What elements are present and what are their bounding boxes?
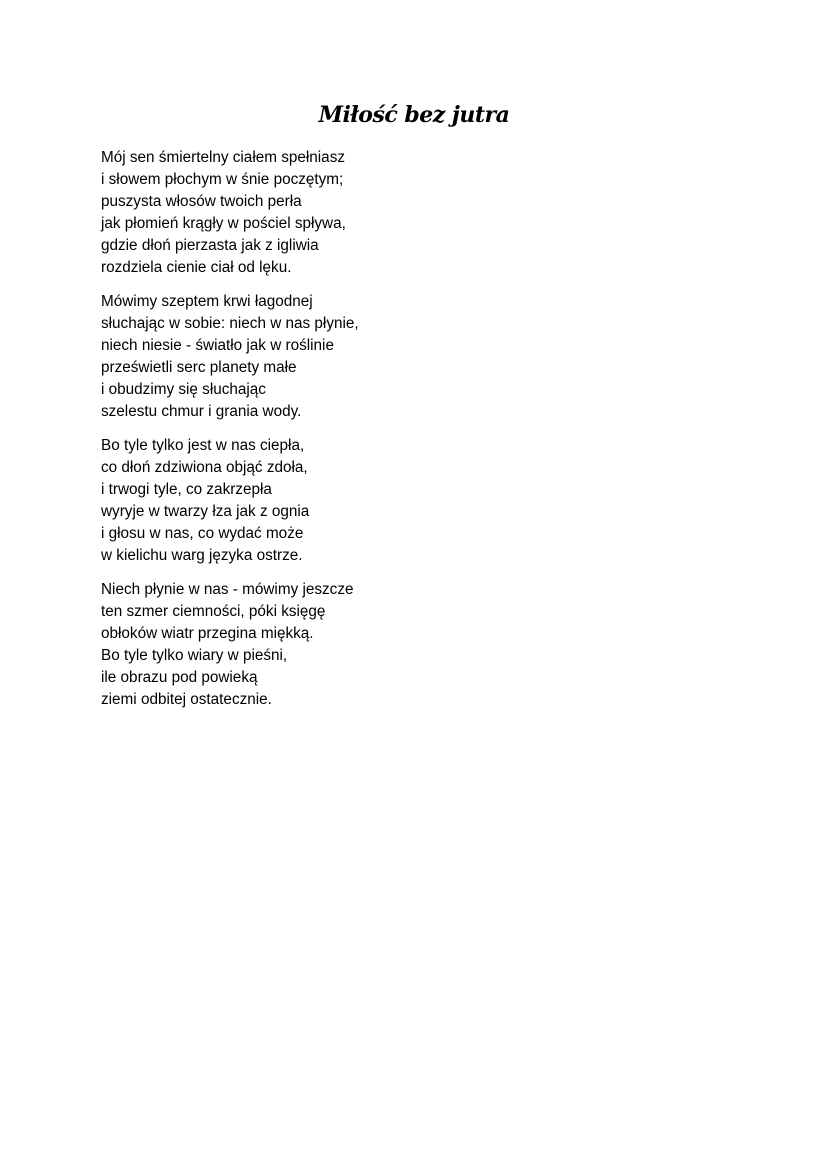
- stanza-2: [101, 291, 701, 423]
- poem-line: jak płomień krągły w pościel spływa,: [101, 215, 346, 232]
- poem-line: ziemi odbitej ostatecznie.: [101, 691, 272, 708]
- poem-line: i trwogi tyle, co zakrzepła: [101, 481, 272, 498]
- poem-line: Bo tyle tylko jest w nas ciepła,: [101, 437, 305, 454]
- poem-line: szelestu chmur i grania wody.: [101, 403, 302, 420]
- poem-line: Mój sen śmiertelny ciałem spełniasz: [101, 149, 345, 166]
- stanza-1: [101, 147, 701, 279]
- poem-line: Niech płynie w nas - mówimy jeszcze: [101, 581, 354, 598]
- poem-line: niech niesie - światło jak w roślinie: [101, 337, 334, 354]
- poem-line: i głosu w nas, co wydać może: [101, 525, 304, 542]
- poem-line: ile obrazu pod powieką: [101, 669, 258, 686]
- poem-line: rozdziela cienie ciał od lęku.: [101, 259, 292, 276]
- poem-line: i słowem płochym w śnie poczętym;: [101, 171, 344, 188]
- poem-line: co dłoń zdziwiona objąć zdoła,: [101, 459, 308, 476]
- stanza-4: [101, 579, 701, 711]
- poem-title: Miłość bez jutra: [318, 102, 510, 128]
- poem-line: słuchając w sobie: niech w nas płynie,: [101, 315, 359, 332]
- poem-line: w kielichu warg języka ostrze.: [101, 547, 303, 564]
- poem-line: gdzie dłoń pierzasta jak z igliwia: [101, 237, 319, 254]
- poem-line: obłoków wiatr przegina miękką.: [101, 625, 314, 642]
- stanza-3: [101, 435, 701, 567]
- poem-line: Bo tyle tylko wiary w pieśni,: [101, 647, 288, 664]
- poem-line: puszysta włosów twoich perła: [101, 193, 302, 210]
- poem-line: ten szmer ciemności, póki księgę: [101, 603, 326, 620]
- poem-line: wyryje w twarzy łza jak z ognia: [101, 503, 310, 520]
- poem-line: Mówimy szeptem krwi łagodnej: [101, 293, 313, 310]
- poem-body: [101, 147, 701, 723]
- poem-line: prześwietli serc planety małe: [101, 359, 297, 376]
- poem-line: i obudzimy się słuchając: [101, 381, 266, 398]
